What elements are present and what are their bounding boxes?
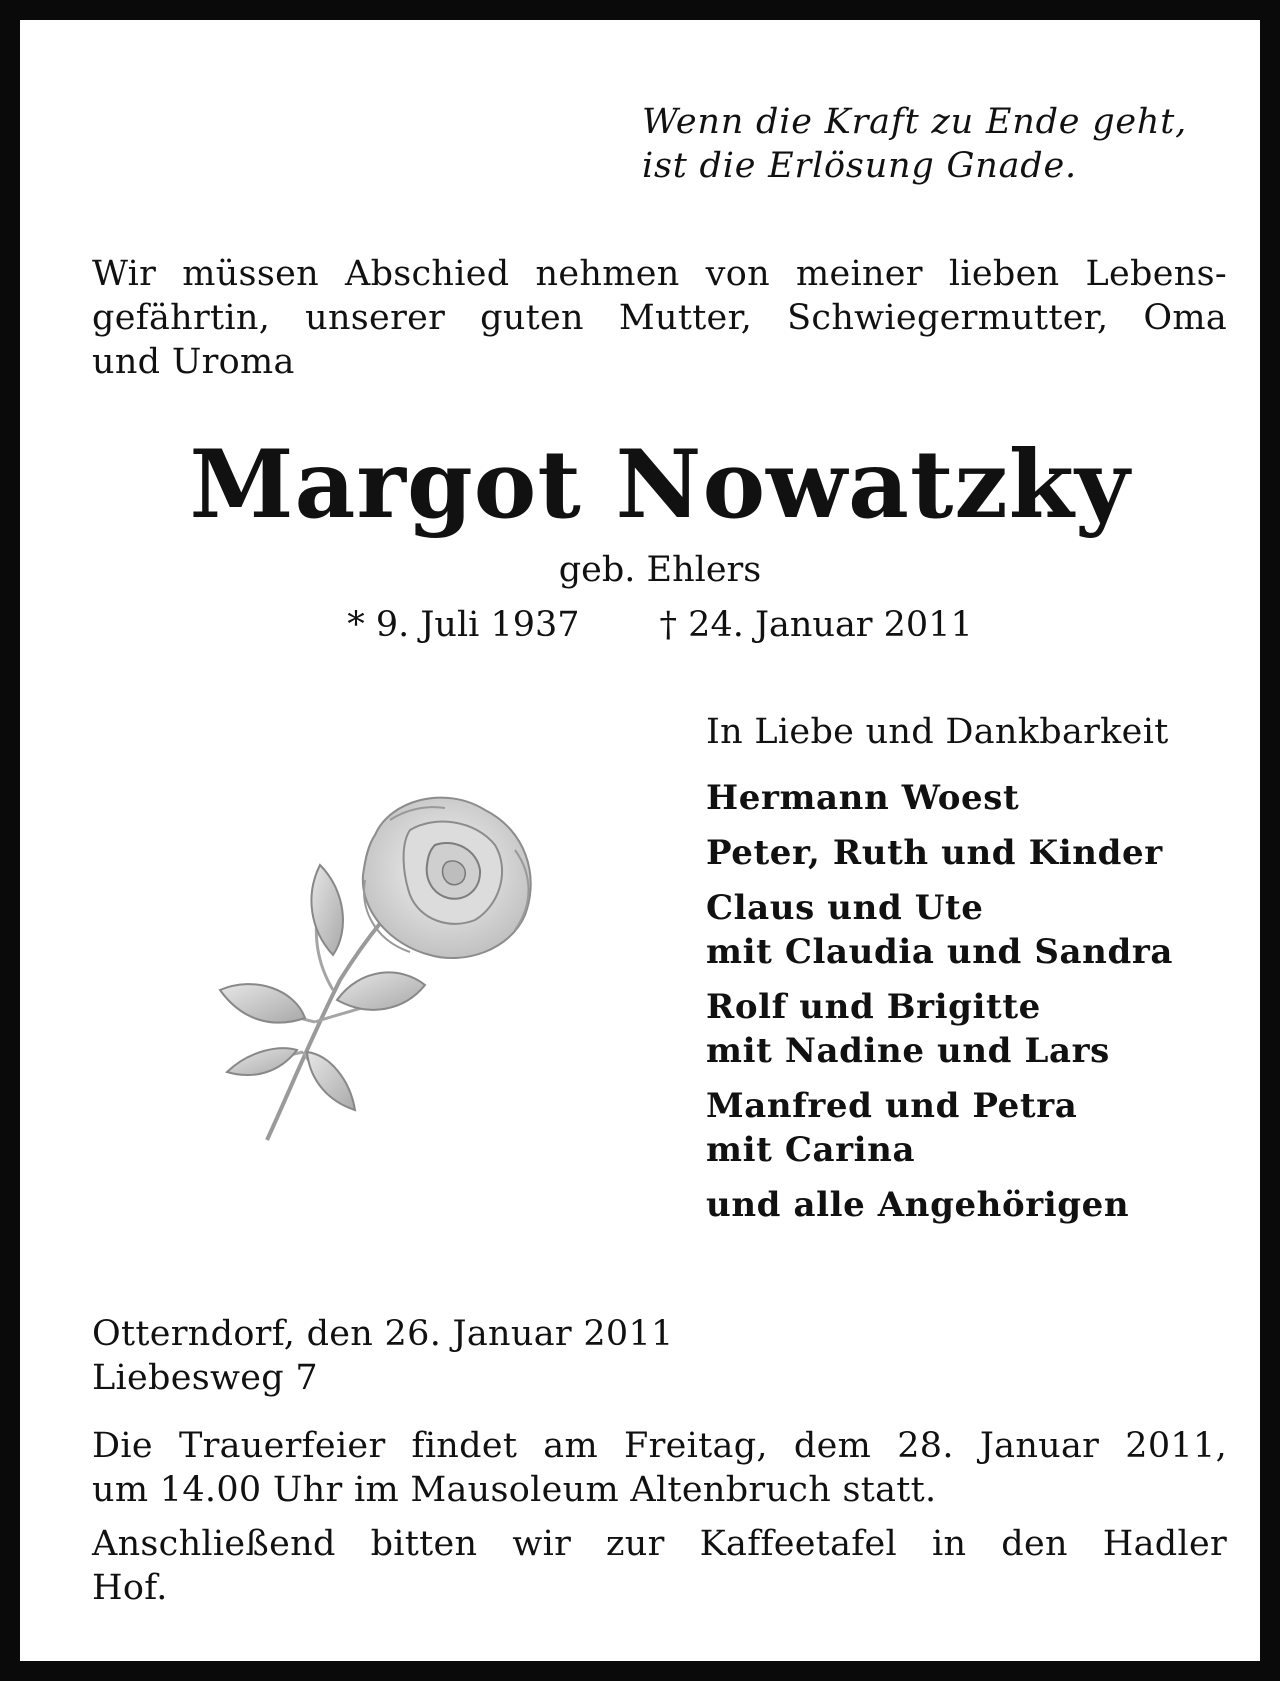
- death-date: † 24. Januar 2011: [659, 605, 973, 645]
- motto-line-1: Wenn die Kraft zu Ende geht,: [642, 102, 1188, 142]
- family-member-line: Manfred und Petra: [706, 1086, 1078, 1126]
- family-member-line: mit Nadine und Lars: [706, 1031, 1110, 1071]
- motto-quote: [642, 100, 1242, 188]
- family-group: [706, 886, 1266, 974]
- intro-text: [92, 252, 1227, 384]
- ceremony-line-2: um 14.00 Uhr im Mausoleum Altenbruch statt.: [92, 1470, 937, 1510]
- family-member-line: und alle Angehörigen: [706, 1185, 1130, 1225]
- place-and-address: [92, 1312, 674, 1400]
- family-group: [706, 1084, 1266, 1172]
- place-date: Otterndorf, den 26. Januar 2011: [92, 1314, 674, 1354]
- motto-line-2: ist die Erlösung Gnade.: [642, 146, 1077, 186]
- intro-line-2: gefährtin, unserer guten Mutter, Schwiegermutter, Oma: [92, 298, 1227, 338]
- coffee-line-1: Anschließend bitten wir zur Kaffeetafel in den Hadler: [92, 1524, 1227, 1564]
- family-member-line: mit Carina: [706, 1130, 916, 1170]
- thanks-line: In Liebe und Dankbarkeit: [706, 712, 1169, 752]
- deceased-name: Margot Nowatzky: [189, 430, 1131, 540]
- coffee-invitation: [92, 1522, 1227, 1610]
- family-list: [706, 776, 1266, 1238]
- family-group: [706, 776, 1266, 820]
- coffee-line-2: Hof.: [92, 1568, 168, 1608]
- street-address: Liebesweg 7: [92, 1358, 318, 1398]
- family-group: [706, 985, 1266, 1073]
- family-member-line: Claus und Ute: [706, 888, 984, 928]
- intro-line-1: Wir müssen Abschied nehmen von meiner lieben Lebens-: [92, 254, 1227, 294]
- family-member-line: Rolf und Brigitte: [706, 987, 1041, 1027]
- rose-icon: [215, 790, 570, 1150]
- maiden-name: geb. Ehlers: [558, 550, 762, 590]
- intro-line-3: und Uroma: [92, 342, 295, 382]
- birth-date: * 9. Juli 1937: [347, 605, 580, 645]
- family-member-line: Hermann Woest: [706, 778, 1020, 818]
- family-member-line: mit Claudia und Sandra: [706, 932, 1173, 972]
- family-group: [706, 1183, 1266, 1227]
- ceremony-info: [92, 1424, 1227, 1512]
- ceremony-line-1: Die Trauerfeier findet am Freitag, dem 28. Januar 2011,: [92, 1426, 1227, 1466]
- family-member-line: Peter, Ruth und Kinder: [706, 833, 1163, 873]
- family-group: [706, 831, 1266, 875]
- life-dates: [20, 603, 1280, 647]
